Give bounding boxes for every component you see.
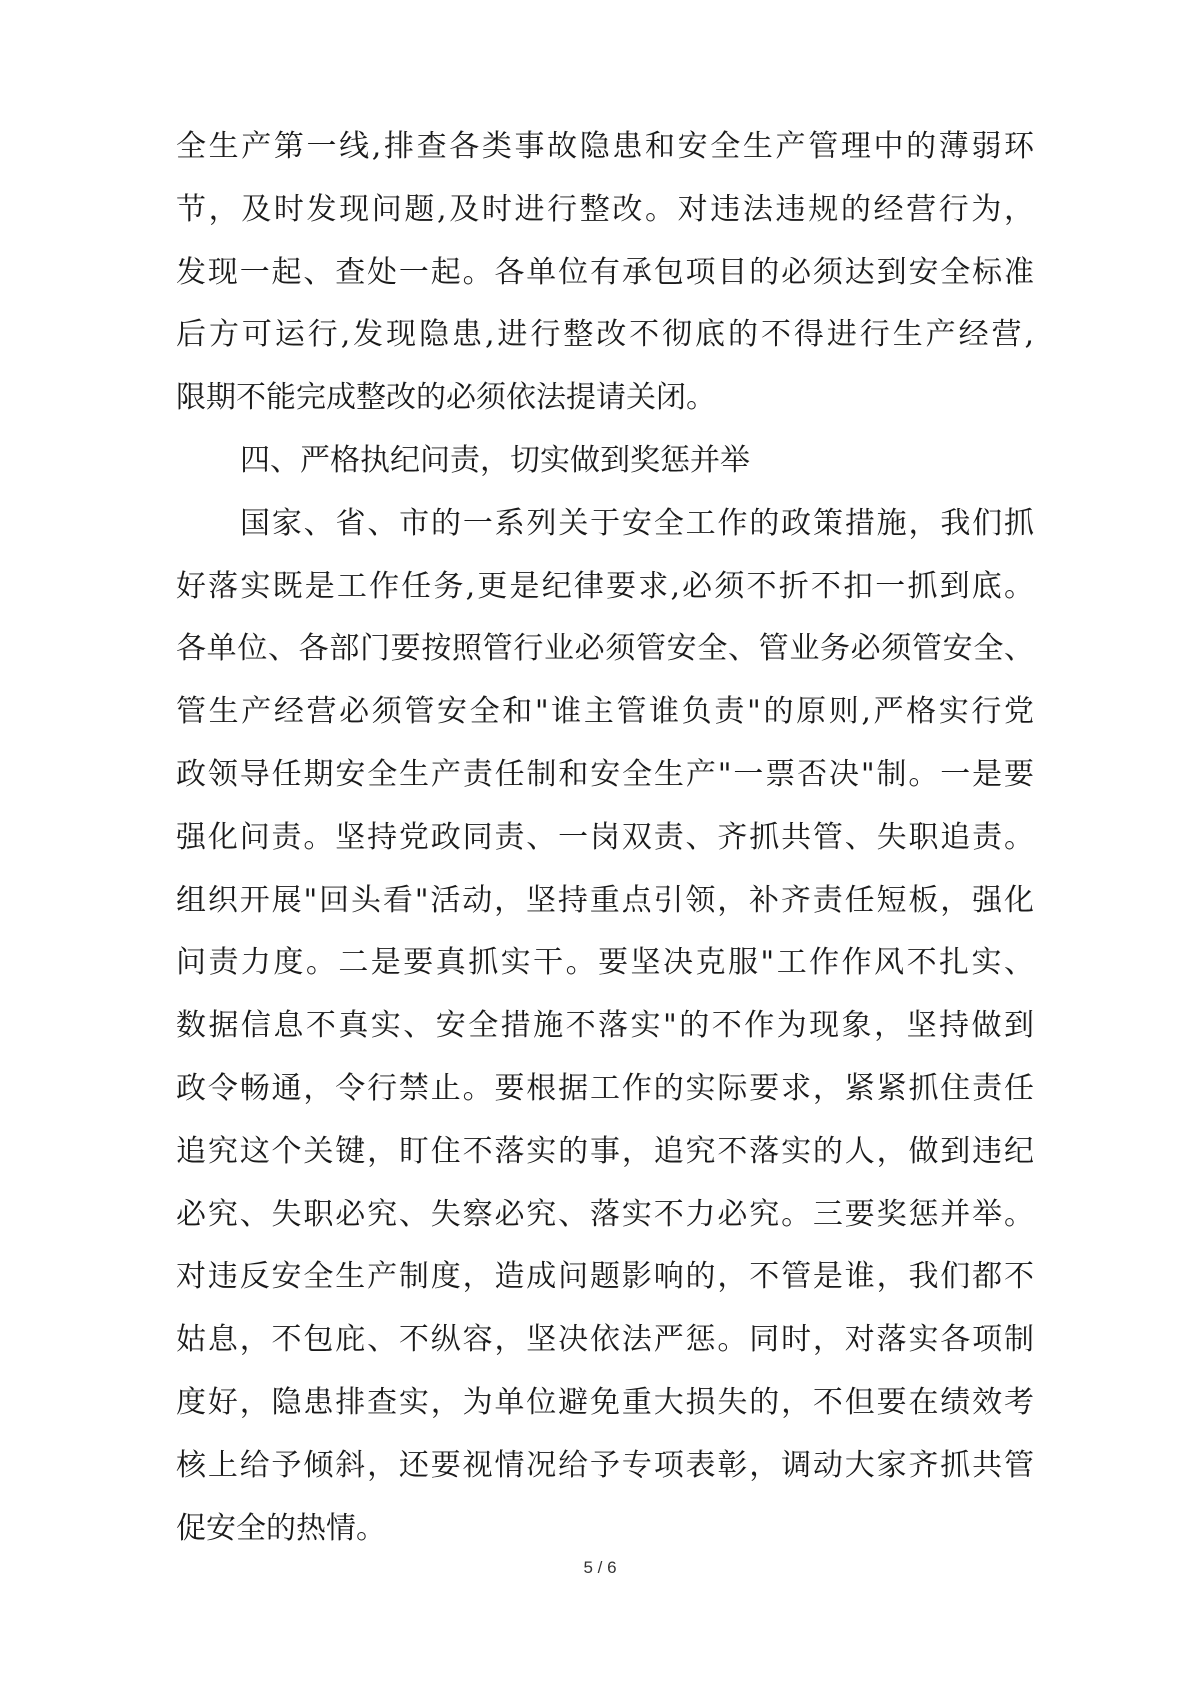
text-line: 政令畅通，令行禁止。要根据工作的实际要求，紧紧抓住责任 bbox=[176, 1070, 1034, 1106]
text-line: 管生产经营必须管安全和"谁主管谁负责"的原则,严格实行党 bbox=[176, 694, 1034, 730]
text-line: 对违反安全生产制度，造成问题影响的，不管是谁，我们都不 bbox=[176, 1259, 1034, 1295]
text-line: 数据信息不真实、安全措施不落实"的不作为现象，坚持做到 bbox=[176, 1008, 1034, 1044]
text-line: 核上给予倾斜，还要视情况给予专项表彰，调动大家齐抓共管 bbox=[176, 1447, 1034, 1483]
section-heading: 四、严格执纪问责，切实做到奖惩并举 bbox=[240, 442, 750, 478]
text-line: 追究这个关键，盯住不落实的事，追究不落实的人，做到违纪 bbox=[176, 1133, 1034, 1169]
page-number: 5 / 6 bbox=[583, 1558, 617, 1577]
text-line: 强化问责。坚持党政同责、一岗双责、齐抓共管、失职追责。 bbox=[176, 819, 1034, 855]
text-line: 政领导任期安全生产责任制和安全生产"一票否决"制。一是要 bbox=[176, 756, 1034, 792]
text-line: 国家、省、市的一系列关于安全工作的政策措施，我们抓 bbox=[240, 505, 1034, 541]
text-line: 节，及时发现问题,及时进行整改。对违法违规的经营行为， bbox=[176, 191, 1034, 227]
text-line: 组织开展"回头看"活动，坚持重点引领，补齐责任短板，强化 bbox=[176, 882, 1034, 918]
text-line: 发现一起、查处一起。各单位有承包项目的必须达到安全标准 bbox=[176, 254, 1034, 290]
text-line: 必究、失职必究、失察必究、落实不力必究。三要奖惩并举。 bbox=[176, 1196, 1034, 1232]
text-line: 好落实既是工作任务,更是纪律要求,必须不折不扣一抓到底。 bbox=[176, 568, 1034, 604]
text-line: 促安全的热情。 bbox=[176, 1510, 386, 1546]
text-line: 各单位、各部门要按照管行业必须管安全、管业务必须管安全、 bbox=[176, 631, 1034, 667]
text-line: 度好，隐患排查实，为单位避免重大损失的，不但要在绩效考 bbox=[176, 1384, 1034, 1420]
text-line: 问责力度。二是要真抓实干。要坚决克服"工作作风不扎实、 bbox=[176, 945, 1034, 981]
text-line: 姑息，不包庇、不纵容，坚决依法严惩。同时，对落实各项制 bbox=[176, 1322, 1034, 1358]
text-line: 限期不能完成整改的必须依法提请关闭。 bbox=[176, 380, 716, 416]
text-line: 全生产第一线,排查各类事故隐患和安全生产管理中的薄弱环 bbox=[176, 129, 1034, 164]
text-line: 后方可运行,发现隐患,进行整改不彻底的不得进行生产经营, bbox=[176, 317, 1034, 353]
body-text bbox=[176, 116, 1034, 1560]
